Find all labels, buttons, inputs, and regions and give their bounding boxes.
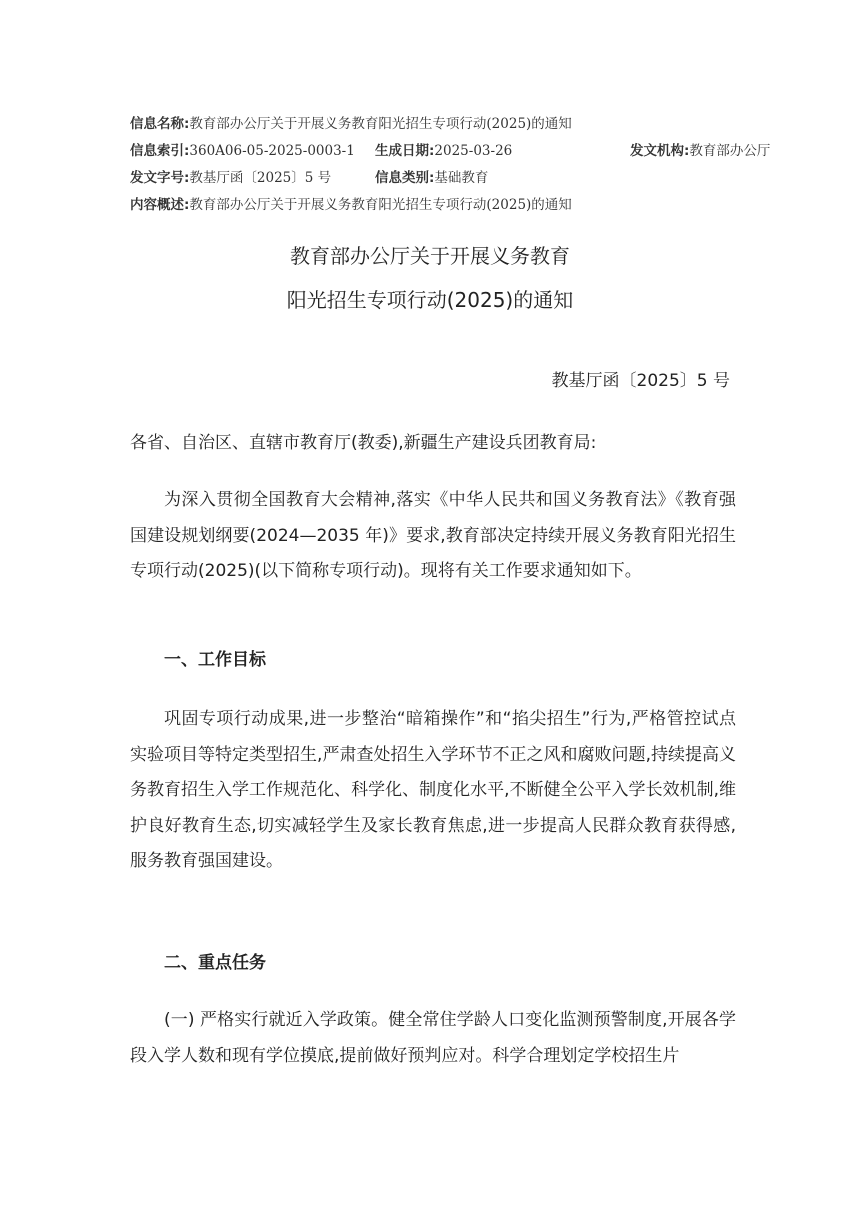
meta-value: 2025-03-26 — [434, 143, 513, 159]
intro-paragraph: 为深入贯彻全国教育大会精神,落实《中华人民共和国义务教育法》《教育强国建设规划纲要(2024—2035 年)》要求,教育部决定持续开展义务教育阳光招生专项行动(2025)(以下简称专项行动)。现将有关工作要求通知如下。 — [130, 490, 736, 581]
meta-summary — [130, 193, 572, 213]
meta-label: 发文机构: — [630, 143, 690, 159]
section-body-tasks: (一) 严格实行就近入学政策。健全常住学龄人口变化监测预警制度,开展各学段入学人数和现有学位摸底,提前做好预判应对。科学合理划定学校招生片 — [130, 1010, 736, 1066]
meta-date — [375, 139, 512, 159]
meta-value: 基础教育 — [434, 170, 489, 186]
meta-value: 教育部办公厅关于开展义务教育阳光招生专项行动(2025)的通知 — [189, 116, 572, 132]
meta-issuer — [630, 139, 770, 159]
meta-value: 教育部办公厅关于开展义务教育阳光招生专项行动(2025)的通知 — [189, 197, 572, 213]
meta-category — [375, 166, 488, 186]
meta-label: 内容概述: — [130, 197, 190, 213]
meta-value: 教基厅函〔2025〕5 号 — [189, 170, 332, 186]
section-heading-tasks: 二、重点任务 — [164, 953, 266, 973]
section-body-goals: 巩固专项行动成果,进一步整治“暗箱操作”和“掐尖招生”行为,严格管控试点实验项目等特定类型招生,严肃查处招生入学环节不正之风和腐败问题,持续提高义务教育招生入学工作规范化、科学化、制度化水平,不断健全公平入学长效机制,维护良好教育生态,切实减轻学生及家长教育焦虑,进一步提高人民群众教育获得感,服务教育强国建设。 — [130, 709, 736, 871]
meta-label: 发文字号: — [130, 170, 190, 186]
document-number: 教基厅函〔2025〕5 号 — [551, 371, 730, 391]
section-heading-goals: 一、工作目标 — [164, 650, 266, 670]
meta-info-index — [130, 139, 355, 159]
meta-label: 生成日期: — [375, 143, 435, 159]
meta-label: 信息名称: — [130, 116, 190, 132]
meta-docno — [130, 166, 331, 186]
meta-value: 教育部办公厅 — [689, 143, 771, 159]
meta-value: 360A06-05-2025-0003-1 — [189, 143, 355, 159]
meta-label: 信息索引: — [130, 143, 190, 159]
document-title-line-1: 教育部办公厅关于开展义务教育 — [290, 244, 570, 268]
salutation: 各省、自治区、直辖市教育厅(教委),新疆生产建设兵团教育局: — [130, 433, 597, 453]
meta-label: 信息类别: — [375, 170, 435, 186]
meta-info-name — [130, 112, 572, 132]
document-title-line-2: 阳光招生专项行动(2025)的通知 — [286, 288, 574, 312]
